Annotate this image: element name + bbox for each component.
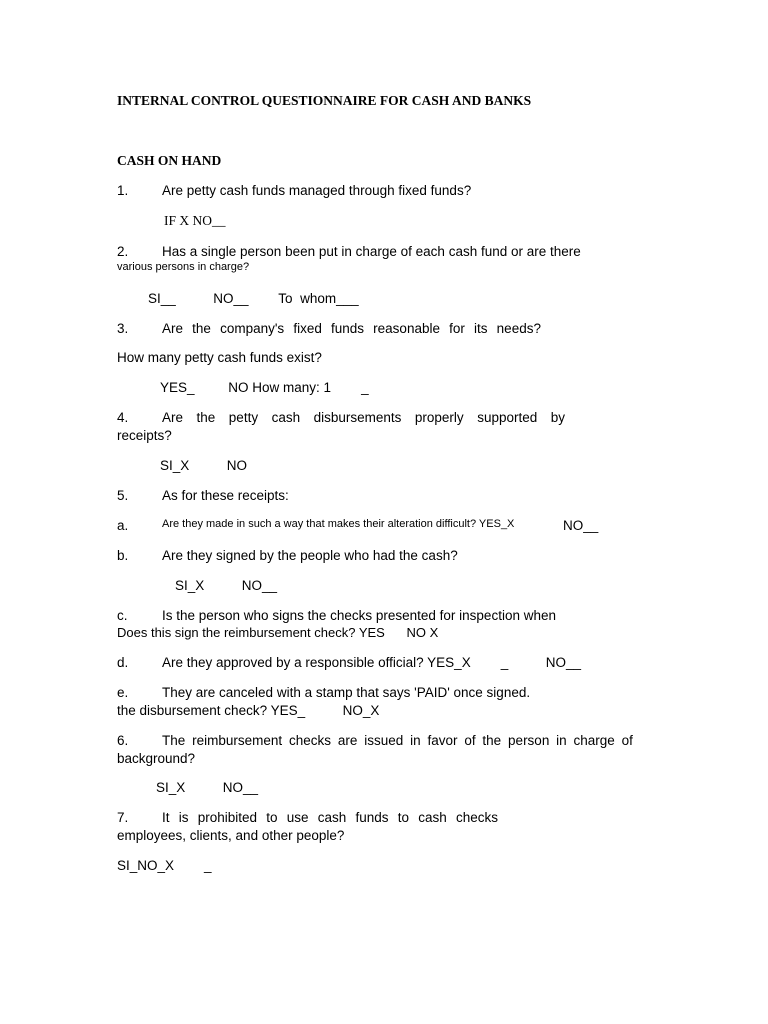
question-5b-text: Are they signed by the people who had the cash? [162,548,458,563]
question-5-number: 5. [117,488,129,503]
question-3-answer: YES_ NO How many: 1 _ [160,380,369,395]
word: funds [355,810,389,825]
question-5c-text-cont: Does this sign the reimbursement check? YES NO X [117,625,439,640]
word: cash [418,810,447,825]
document-title: INTERNAL CONTROL QUESTIONNAIRE FOR CASH AND BANKS [117,93,532,108]
question-5a-no: NO__ [563,518,599,533]
word: are [337,733,358,748]
word: in [410,733,421,748]
question-5d-label: d. [117,655,129,670]
word: reasonable [373,321,440,336]
question-3-number: 3. [117,321,129,336]
word: by [550,410,565,425]
question-4-text-cont: receipts? [117,428,172,443]
word: disbursements [313,410,402,425]
question-6-text [162,734,633,748]
word: the [196,410,216,425]
word: needs? [496,321,541,336]
word: favor [427,733,458,748]
word: The [162,733,186,748]
question-7-number: 7. [117,810,129,825]
question-1-number: 1. [117,183,129,198]
question-5-text: As for these receipts: [162,488,289,503]
word: prohibited [197,810,257,825]
question-6-answer: SI_X NO__ [156,780,259,795]
question-7-text-cont: employees, clients, and other people? [117,828,345,843]
question-5a-label: a. [117,518,129,533]
word: supported [477,410,538,425]
word: charge [573,733,615,748]
question-1-text: Are petty cash funds managed through fixed funds? [162,183,472,198]
word: its [474,321,488,336]
word: Are [162,410,184,425]
word: the [482,733,502,748]
question-1-answer: IF X NO__ [164,213,226,228]
question-4-answer: SI_X NO [160,458,248,473]
word: of [464,733,476,748]
word: Are [162,321,184,336]
question-5b-answer: SI_X NO__ [175,578,278,593]
word: company's [220,321,285,336]
word: for [449,321,465,336]
question-5e-text-cont: the disbursement check? YES_ NO_X [117,703,380,718]
question-4-text [162,411,565,425]
question-3-text [162,322,541,336]
question-3-text-cont: How many petty cash funds exist? [117,350,322,365]
question-7-text [162,811,498,825]
word: is [178,810,189,825]
section-heading: CASH ON HAND [117,153,222,168]
question-7-answer: SI_NO_X _ [117,858,212,873]
word: petty [228,410,259,425]
question-4-number: 4. [117,410,129,425]
question-2-answer: SI__ NO__ To whom___ [148,291,359,306]
word: fixed [293,321,322,336]
question-6-text-cont: background? [117,751,196,766]
question-2-number: 2. [117,244,129,259]
question-5a-text: Are they made in such a way that makes their alteration difficult? YES_X [162,518,515,530]
question-5d-text: Are they approved by a responsible official? YES_X _ NO__ [162,655,581,670]
word: It [162,810,170,825]
word: properly [414,410,464,425]
question-5c-label: c. [117,608,128,623]
word: cash [271,410,301,425]
question-2-text-cont: various persons in charge? [117,261,250,273]
word: reimbursement [192,733,283,748]
word: to [397,810,409,825]
word: cash [317,810,347,825]
word: checks [288,733,332,748]
word: the [192,321,211,336]
question-5e-text: They are canceled with a stamp that says 'PAID' once signed. [162,685,531,700]
word: funds [331,321,365,336]
question-5b-label: b. [117,548,129,563]
word: use [286,810,309,825]
question-5c-text: Is the person who signs the checks presented for inspection when [162,608,556,623]
question-2-text: Has a single person been put in charge of each cash fund or are there [162,244,581,259]
word: issued [364,733,404,748]
word: to [266,810,278,825]
question-5e-label: e. [117,685,129,700]
question-6-number: 6. [117,733,129,748]
word: person [508,733,550,748]
word: of [621,733,633,748]
word: in [556,733,567,748]
word: checks [455,810,498,825]
